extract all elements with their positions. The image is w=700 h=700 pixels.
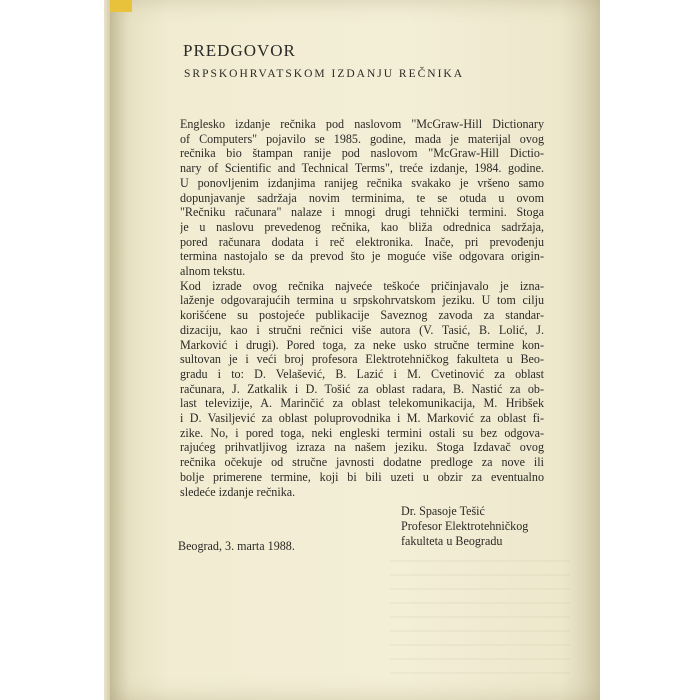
body-line: dopunjavanje sadržaja novim terminima, te se otuda u ovom	[180, 190, 544, 205]
page-title: PREDGOVOR	[183, 41, 296, 60]
body-line: pored računara dodata i reč elektronika. Inače, pri prevođenju	[180, 234, 544, 249]
body-line: rečnika bio štampan ranije pod naslovom "McGraw-Hill Dictio-	[180, 146, 544, 161]
body-line: Kod izrade ovog rečnika najveće teškoće pričinjavalo je izna-	[180, 278, 544, 293]
body-line: rečnika očekuje od stručne javnosti dodatne predloge za nove ili	[180, 455, 544, 470]
show-through-text	[390, 560, 570, 680]
body-line: bolje primerene termine, koji bi bili uzeti u obzir za eventualno	[180, 469, 544, 484]
body-line: računara, J. Zatkalik i D. Tošić za oblast radara, B. Nastić za ob-	[180, 381, 544, 396]
body-line: gradu i to: D. Velašević, B. Lazić i M. Cvetinović za oblast	[180, 366, 544, 381]
cover-corner	[110, 0, 132, 12]
body-line: of Computers" pojavilo se 1985. godine, mada je materijal ovog	[180, 131, 544, 146]
body-line: sultovan je i veći broj profesora Elektrotehničkog fakulteta u Beo-	[180, 352, 544, 367]
body-line: nary of Scientific and Technical Terms", treće izdanje, 1984. godine.	[180, 161, 544, 176]
body-line: U ponovljenim izdanjima ranijeg rečnika svakako je vršeno samo	[180, 175, 544, 190]
body-line: last televizije, A. Marinčić za oblast telekomunikacija, M. Hribšek	[180, 396, 544, 411]
preface-body	[180, 117, 544, 499]
body-line: laženje odgovarajućih termina u srpskohrvatskom jeziku. U tom cilju	[180, 293, 544, 308]
signature-name: Dr. Spasoje Tešić	[401, 504, 485, 518]
body-line: Marković i drugi). Pored toga, za neke usko stručne termine kon-	[180, 337, 544, 352]
signature-block	[401, 504, 528, 549]
book-page-sheet	[110, 0, 600, 700]
body-line: korišćene su postojeće publikacije Saveznog zavoda za standar-	[180, 308, 544, 323]
body-line: dizaciju, kao i stručni rečnici više autora (V. Tasić, B. Lolić, J.	[180, 322, 544, 337]
body-line: rajućeg prihvatljivog izraza na našem jeziku. Stoga Izdavač ovog	[180, 440, 544, 455]
signature-title: Profesor Elektrotehničkog	[401, 519, 529, 533]
body-line: termina nastojalo se da prevod što je moguće više odgovara origin-	[180, 249, 544, 264]
body-line: zike. No, i pored toga, neki engleski termini ostali su bez odgova-	[180, 425, 544, 440]
body-line: Englesko izdanje rečnika pod naslovom "McGraw-Hill Dictionary	[180, 117, 544, 131]
preface-page	[110, 0, 600, 700]
signature-institution: fakulteta u Beogradu	[401, 534, 503, 548]
page-subtitle: SRPSKOHRVATSKOM IZDANJU REČNIKA	[184, 68, 465, 80]
body-line: sledeće izdanje rečnika.	[180, 484, 296, 499]
body-line: "Rečniku računara" nalaze i mnogi drugi tehnički termini. Stoga	[180, 205, 544, 220]
body-line: i D. Vasiljević za oblast poluprovodnika i M. Marković za oblast fi-	[180, 411, 544, 426]
place-date: Beograd, 3. marta 1988.	[178, 539, 295, 553]
body-line: alnom tekstu.	[180, 264, 246, 279]
body-line: je u naslovu prevedenog rečnika, kao bliža odrednica sadržaja,	[180, 219, 544, 234]
